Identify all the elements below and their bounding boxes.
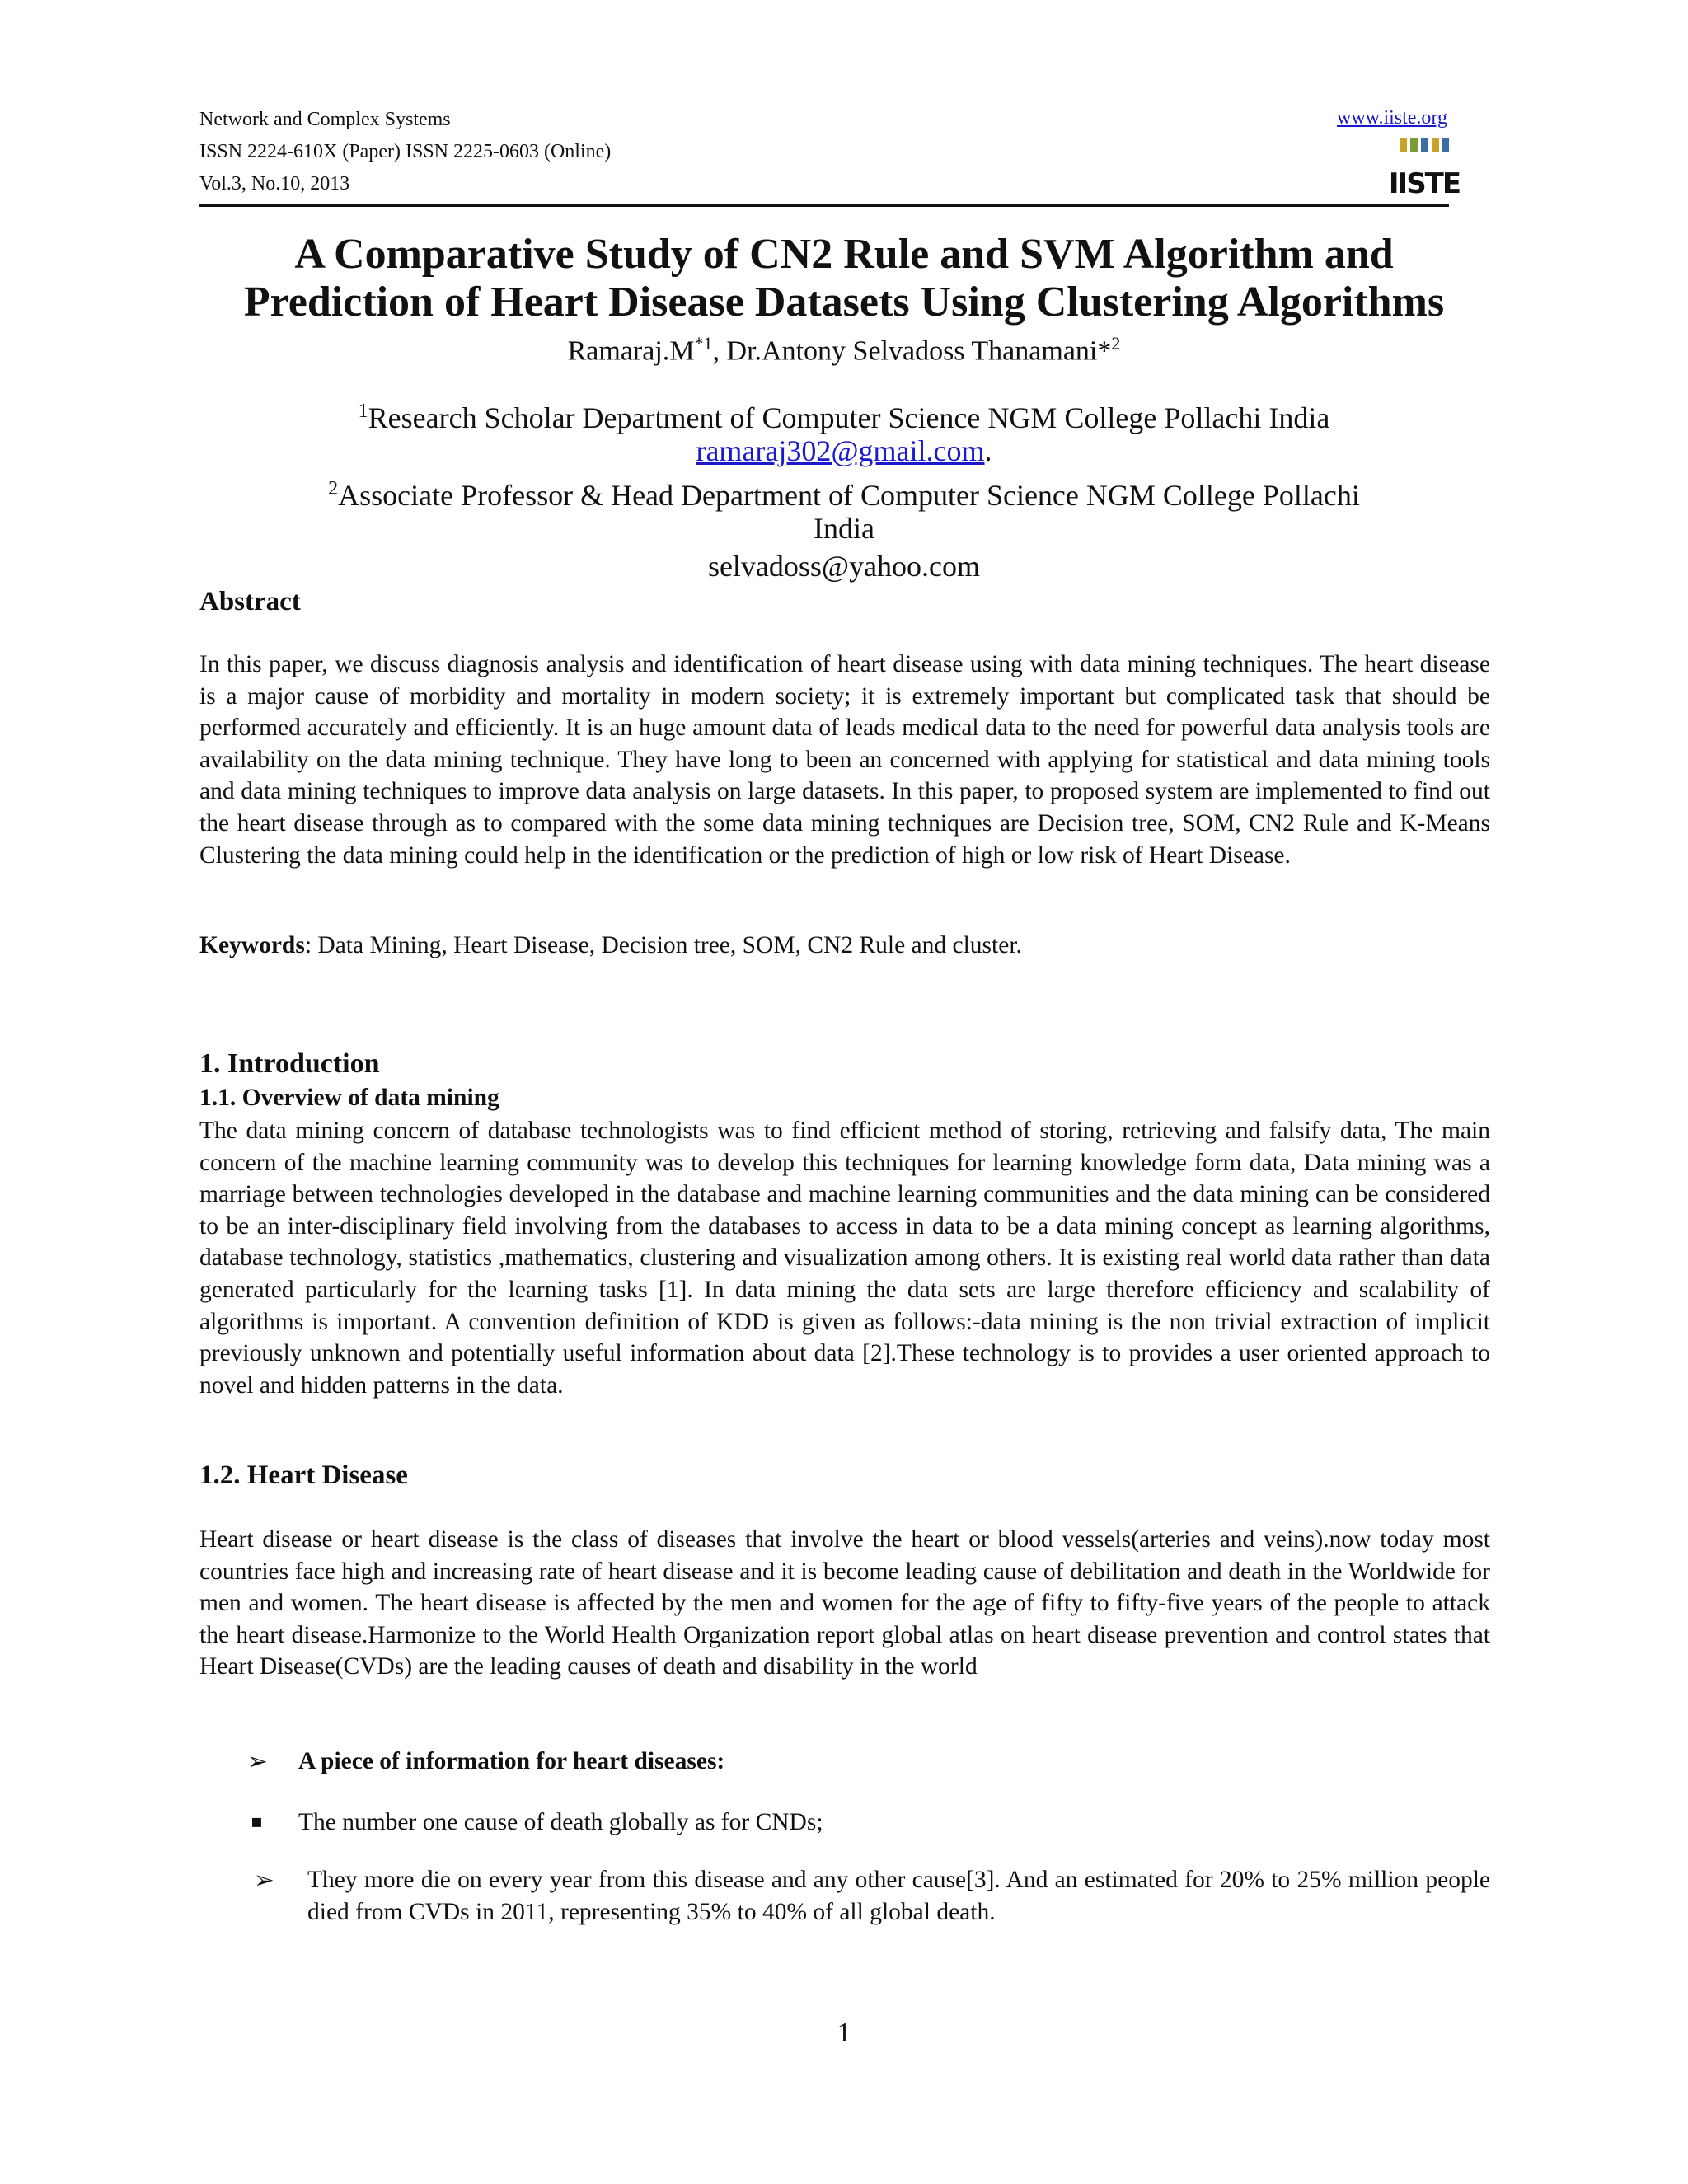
bullet-3-text: They more die on every year from this disease and any other cause[3]. And an estimated for 20% to 25% million people died from CVDs in 2011, representing 35% to 40% of all global death. <box>307 1867 1490 1925</box>
keywords-text: : Data Mining, Heart Disease, Decision tree, SOM, CN2 Rule and cluster. <box>304 932 1022 958</box>
keywords-label: Keywords <box>199 932 305 958</box>
affiliation-1-text: Research Scholar Department of Computer Science NGM College Pollachi India <box>368 401 1330 434</box>
iiste-logo-graphic <box>1388 137 1461 200</box>
author-1-mark: *1 <box>694 333 713 354</box>
section-1-1-text: The data mining concern of database technologists was to find efficient method of storing, retrieving and falsify data, The main concern of the machine learning community was to develop this techniques for learning knowledge form data, Data mining was a marriage between technologies developed in the database and machine learning communities and the data mining can be considered to be an inter-disciplinary field involving from the databases to access in data to be a data mining concept as learning algorithms, database technology, statistics ,mathematics, clustering and visualization among others. It is existing real world data rather than data generated particularly for the learning tasks [1]. In data mining the data sets are large therefore efficiency and scalability of algorithms is important. A convention definition of KDD is given as follows:-data mining is the non trivial extraction of implicit previously unknown and potentially useful information about data [2].These technology is to provides a user oriented approach to novel and hidden patterns in the data. <box>199 1118 1490 1399</box>
affiliation-2-email: selvadoss@yahoo.com <box>707 550 981 583</box>
abstract-text: In this paper, we discuss diagnosis analysis and identification of heart disease using with data mining techniques. The heart disease is a major cause of morbidity and mortality in modern society; it is extremely important but complicated task that should be performed accurately and efficiently. It is an huge amount data of leads medical data to the need for powerful data analysis tools are availability on the data mining technique. They have long to been an concerned with applying for statistical and data mining tools and data mining techniques to improve data analysis on large datasets. In this paper, to proposed system are implemented to find out the heart disease through as to compared with the some data mining techniques are Decision tree, SOM, CN2 Rule and K-Means Clustering the data mining could help in the identification or the prediction of high or low risk of Heart Disease. <box>199 651 1490 869</box>
affiliation-1 <box>165 392 1523 437</box>
email-period: . <box>984 434 992 467</box>
bullet-1-text: A piece of information for heart diseases: <box>298 1748 725 1774</box>
issn-line: ISSN 2224-610X (Paper) ISSN 2225-0603 (Online) <box>199 141 612 162</box>
header-rule <box>199 204 1449 207</box>
section-1-2-heading: 1.2. Heart Disease <box>199 1460 408 1490</box>
journal-name: Network and Complex Systems <box>199 109 451 130</box>
author-2: Dr.Antony Selvadoss Thanamani* <box>726 335 1112 367</box>
title-line-1: A Comparative Study of CN2 Rule and SVM Algorithm and <box>294 231 1394 278</box>
paper-title <box>165 231 1523 326</box>
affiliation-2-country: India <box>814 512 874 545</box>
affiliation-1-email-line <box>0 432 1688 470</box>
affiliation-2-text: Associate Professor & Head Department of Computer Science NGM College Pollachi <box>338 479 1360 512</box>
keywords-line <box>199 930 1022 961</box>
section-1-2-text: Heart disease or heart disease is the class of diseases that involve the heart or blood vessels(arteries and veins).now today most countries face high and increasing rate of heart disease and it is become leading cause of debilitation and death in the Worldwide for men and women. The heart disease is affected by the men and women for the age of fifty to fifty-five years of the people to attack the heart disease.Harmonize to the World Health Organization report global atlas on heart disease prevention and control states that Heart Disease(CVDs) are the leading causes of death and disability in the world <box>199 1526 1490 1680</box>
author-2-mark: 2 <box>1111 333 1121 354</box>
section-1-1-heading: 1.1. Overview of data mining <box>199 1085 499 1111</box>
section-1-heading: 1. Introduction <box>199 1048 380 1079</box>
bullet-2-text: The number one cause of death globally as for CNDs; <box>298 1809 823 1835</box>
arrow-bullet-icon: ➢ <box>254 1866 274 1894</box>
title-line-2: Prediction of Heart Disease Datasets Using Clustering Algorithms <box>243 279 1445 326</box>
square-bullet-icon: ▪ <box>251 1811 263 1832</box>
logo-bar <box>1400 138 1407 152</box>
author-list <box>0 326 1688 368</box>
author-separator: , <box>712 335 727 367</box>
arrow-bullet-icon: ➢ <box>247 1747 268 1775</box>
affiliation-2 <box>132 470 1556 514</box>
iiste-logo <box>1388 137 1461 200</box>
logo-bar <box>1410 138 1418 152</box>
logo-text: IISTE <box>1388 167 1461 200</box>
logo-bar <box>1442 138 1449 152</box>
journal-website-link[interactable]: www.iiste.org <box>1337 107 1447 129</box>
page-number: 1 <box>837 2018 851 2048</box>
author-1: Ramaraj.M <box>567 335 695 367</box>
logo-bar <box>1432 138 1439 152</box>
logo-bar <box>1421 138 1428 152</box>
affiliation-1-mark: 1 <box>358 401 368 422</box>
volume-line: Vol.3, No.10, 2013 <box>199 173 350 194</box>
affiliation-2-mark: 2 <box>328 478 339 499</box>
abstract-heading: Abstract <box>199 587 301 616</box>
affiliation-1-email-link[interactable]: ramaraj302@gmail.com <box>696 434 985 467</box>
